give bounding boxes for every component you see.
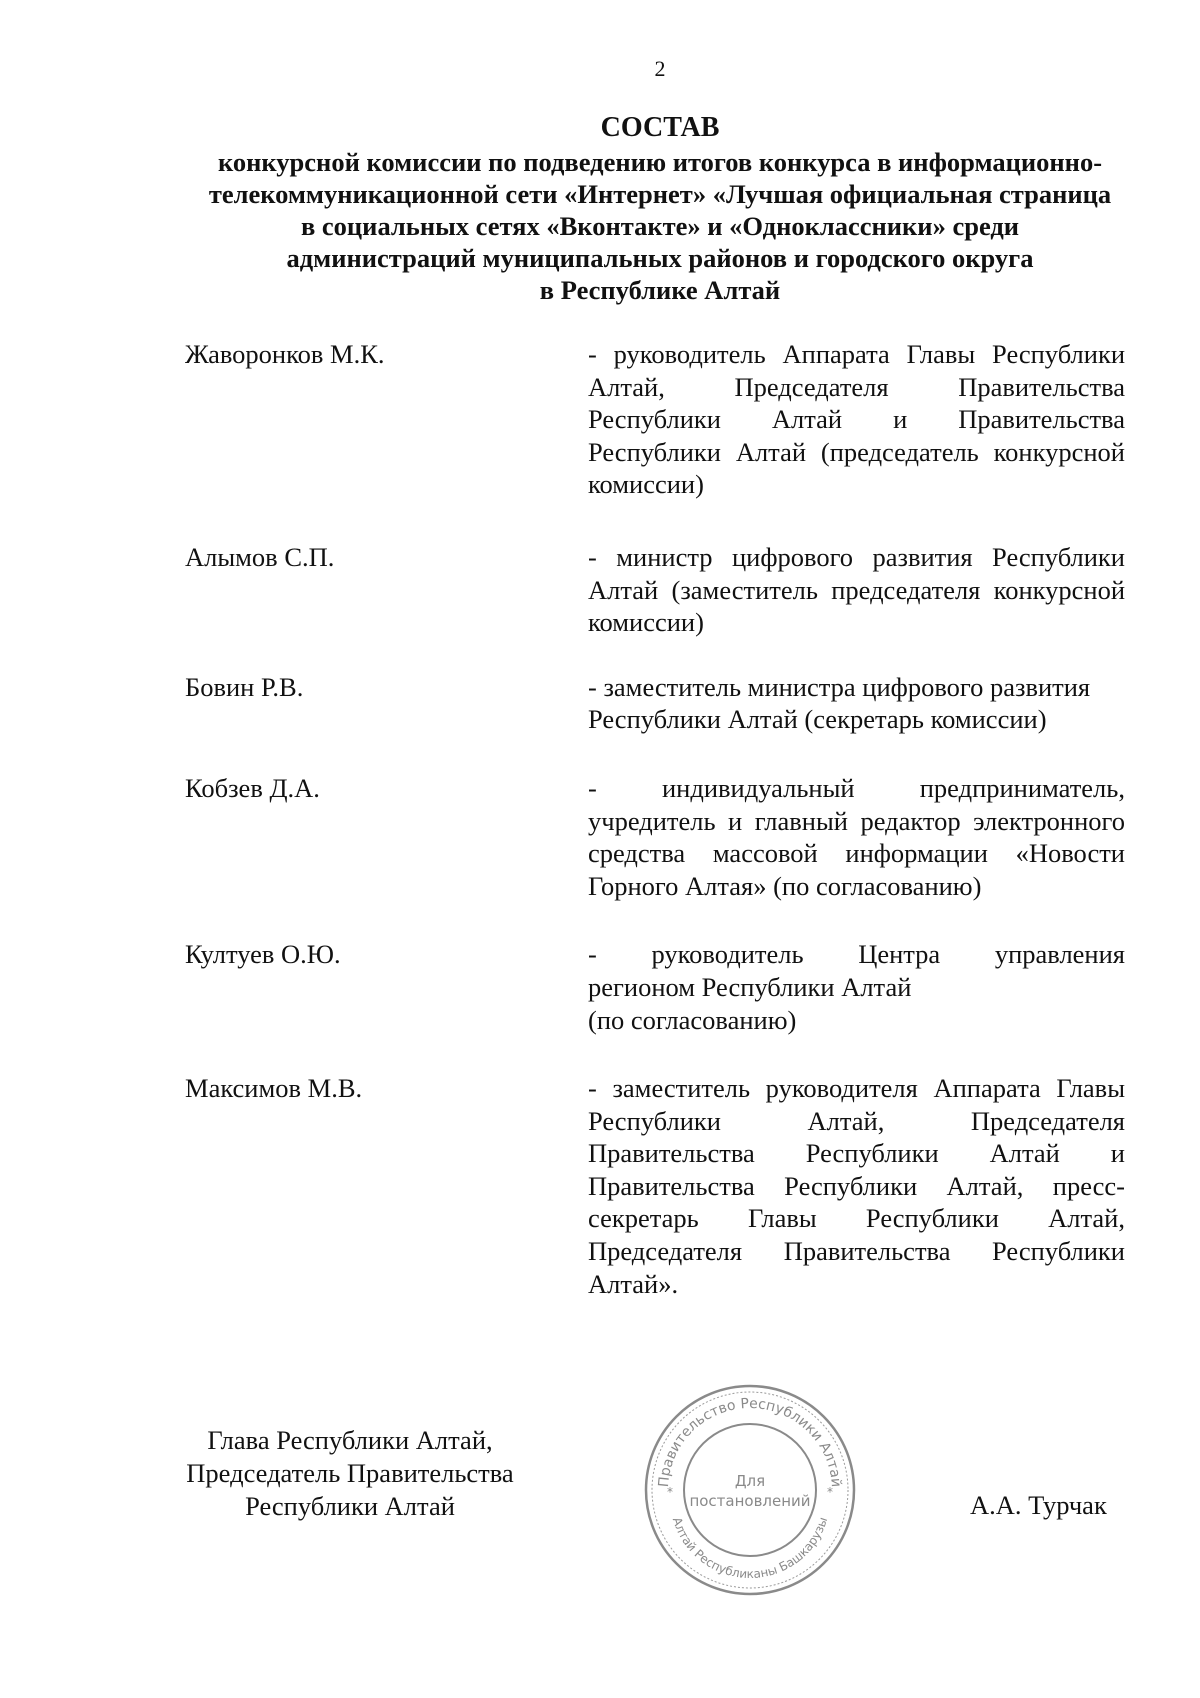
member-row: [185, 1072, 1125, 1300]
member-role: - министр цифрового развития Республики Алтай (заместитель председателя конкурсной комиссии): [588, 541, 1125, 638]
member-row: [185, 671, 1125, 736]
signer-name: А.А. Турчак: [970, 1490, 1107, 1520]
member-role: [588, 938, 1125, 1036]
stamp-center-line: Для: [734, 1472, 766, 1490]
title-line: администраций муниципальных районов и городского округа: [286, 243, 1034, 273]
member-name: Кобзев Д.А.: [185, 772, 320, 803]
official-stamp: [640, 1380, 860, 1600]
member-role-line: регионом Республики Алтай: [588, 971, 912, 1002]
member-role: - заместитель руководителя Аппарата Главы Республики Алтай, Председателя Правительства Республики Алтай и Правительства Республики Алтай, пресс-секретарь Главы Республики Алтай, Председателя Правительства Республики Алтай».: [588, 1073, 1125, 1299]
member-role: - индивидуальный предприниматель, учредитель и главный редактор электронного средства массовой информации «Новости Горного Алтая» (по согласованию): [588, 772, 1125, 901]
member-name: Жаворонков М.К.: [185, 339, 385, 369]
stamp-center-line: постановлений: [689, 1492, 811, 1510]
title-line: в Республике Алтай: [539, 275, 781, 305]
stamp-outer-ring: [646, 1386, 854, 1594]
title-line: в социальных сетях «Вконтакте» и «Одноклассники» среди: [300, 211, 1020, 241]
member-row: [185, 541, 1125, 639]
stamp-star-icon: *: [667, 1485, 673, 1499]
member-name: Култуев О.Ю.: [185, 939, 341, 970]
member-name: Алымов С.П.: [185, 541, 335, 572]
stamp-ring-top-text: Правительство Республики Алтай: [655, 1395, 845, 1488]
signatory-title-line: Председатель Правительства: [186, 1458, 514, 1488]
signatory-title: [150, 1424, 550, 1523]
member-role: - заместитель министра цифрового развития Республики Алтай (секретарь комиссии): [588, 671, 1091, 735]
stamp-star-icon: *: [827, 1485, 833, 1499]
member-row: [185, 938, 1125, 1036]
member-role-line: - руководитель Центра управления: [588, 939, 1125, 970]
member-row: [185, 338, 1125, 501]
title-line: конкурсной комиссии по подведению итогов конкурса в информационно-: [217, 147, 1103, 177]
member-name: Максимов М.В.: [185, 1073, 363, 1104]
signatory-title-line: Глава Республики Алтай,: [207, 1425, 493, 1455]
member-role: - руководитель Аппарата Главы Республики Алтай, Председателя Правительства Республики Алтай и Правительства Республики Алтай (председатель конкурсной комиссии): [588, 339, 1125, 500]
stamp-inner-ring: [684, 1424, 816, 1556]
member-role-line: (по согласованию): [588, 1004, 797, 1035]
stamp-dashed-ring: [652, 1392, 848, 1588]
stamp-ring-bottom-text: Алтай Республиканы Башкарузы: [669, 1515, 831, 1582]
signatory-title-line: Республики Алтай: [245, 1491, 455, 1521]
document-title: [150, 112, 1170, 306]
title-line: телекоммуникационной сети «Интернет» «Лучшая официальная страница: [208, 179, 1112, 209]
title-heading: СОСТАВ: [600, 112, 720, 143]
members-list: [185, 338, 1125, 1300]
member-row: [185, 772, 1125, 902]
member-name: Бовин Р.В.: [185, 671, 304, 702]
page-number: 2: [654, 56, 666, 81]
